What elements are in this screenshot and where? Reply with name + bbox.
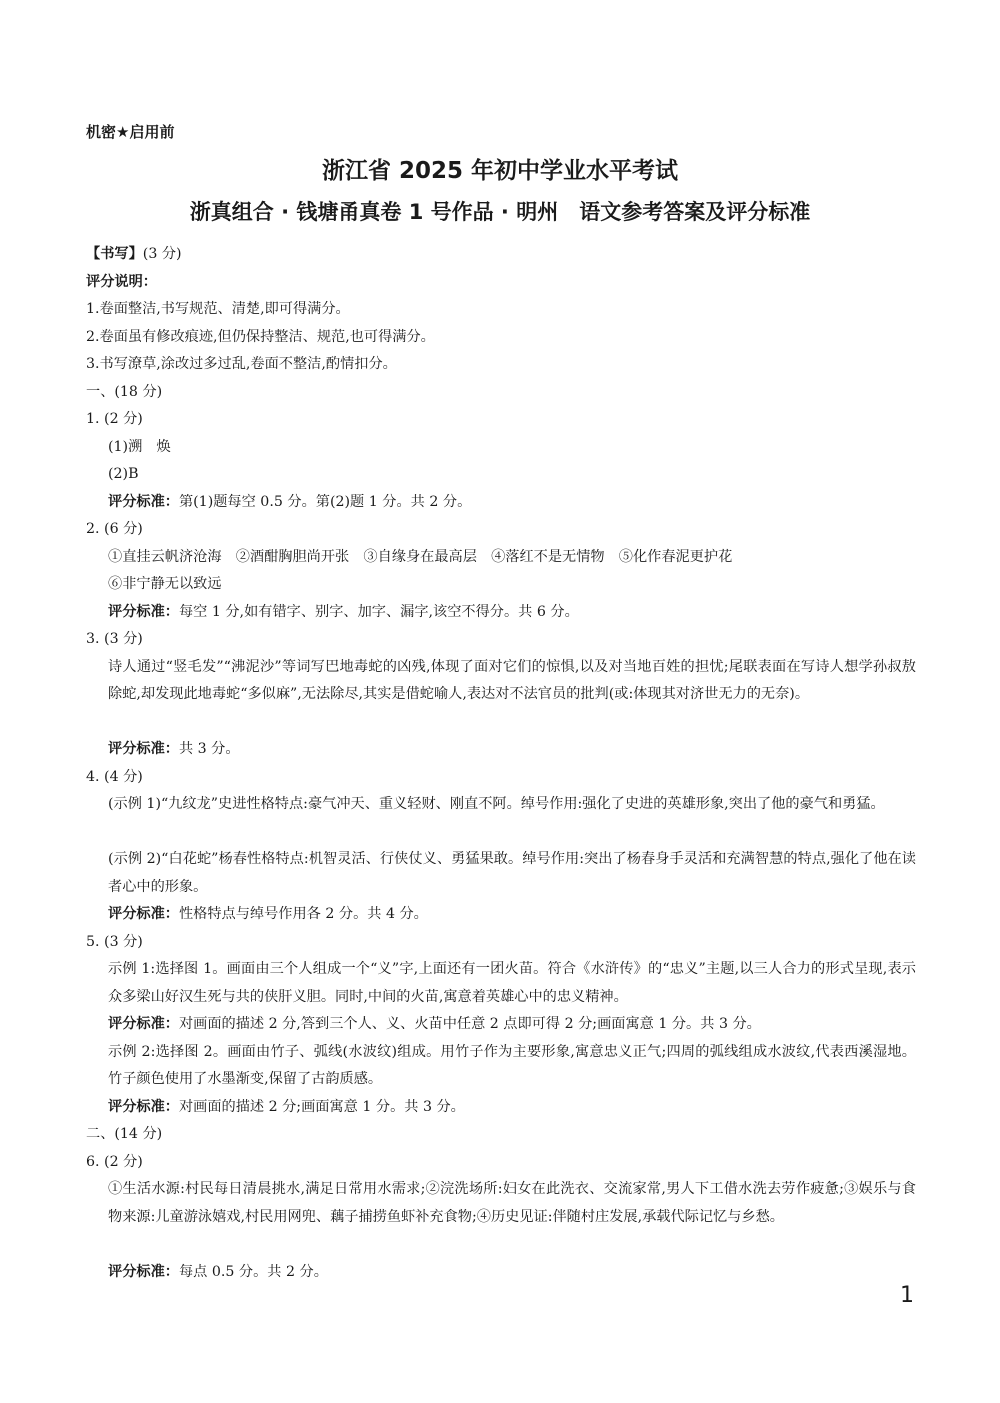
question-2-answers-line-2: ⑥非宁静无以致远 xyxy=(108,576,222,592)
standard-text: 共 3 分。 xyxy=(178,741,240,757)
question-5-example-2: 示例 2:选择图 2。画面由竹子、弧线(水波纹)组成。用竹子作为主要形象,寓意忠义正气;四周的弧线组成水波纹,代表西溪湿地。竹子颜色使用了水墨渐变,保留了古韵质感。 xyxy=(108,1043,916,1087)
writing-rule: 3.书写潦草,涂改过多过乱,卷面不整洁,酌情扣分。 xyxy=(86,356,397,372)
writing-notes-label: 评分说明： xyxy=(86,273,157,290)
question-1-standard xyxy=(86,489,916,517)
question-5-standard-2 xyxy=(86,1094,916,1122)
section-two-heading: 二、(14 分) xyxy=(86,1126,163,1142)
writing-rule: 1.卷面整洁,书写规范、清楚,即可得满分。 xyxy=(86,301,350,317)
question-2-answers-line-1: ①直挂云帆济沧海 ②酒酣胸胆尚开张 ③自缘身在最高层 ④落红不是无情物 ⑤化作春泥更护花 xyxy=(108,548,733,565)
exam-title: 浙江省 2025 年初中学业水平考试 xyxy=(321,158,679,184)
question-4-number: 4. (4 分) xyxy=(86,768,143,785)
standard-label: 评分标准： xyxy=(108,1098,179,1115)
question-5-example-1: 示例 1:选择图 1。画面由三个人组成一个“义”字,上面还有一团火苗。符合《水浒传》的“忠义”主题,以三人合力的形式呈现,表示众多梁山好汉生死与共的侠肝义胆。同时,中间的火苗,寓意着英雄心中的忠义精神。 xyxy=(108,961,916,1005)
question-1-answer-2: (2)B xyxy=(108,466,139,482)
question-5-standard-1 xyxy=(86,1011,916,1039)
page-number: 1 xyxy=(900,1283,914,1308)
standard-label: 评分标准： xyxy=(108,603,179,620)
writing-bracket-left: 【 xyxy=(86,246,101,262)
standard-text: 对画面的描述 2 分;画面寓意 1 分。共 3 分。 xyxy=(178,1098,465,1115)
question-4-standard xyxy=(86,901,916,929)
standard-text: 性格特点与绰号作用各 2 分。共 4 分。 xyxy=(178,906,428,922)
question-3-answer: 诗人通过“竖毛发”“沸泥沙”等词写巴地毒蛇的凶残,体现了面对它们的惊惧,以及对当地百姓的担忧;尾联表面在写诗人想学孙叔敖除蛇,却发现此地毒蛇“多似麻”,无法除尽,其实是借蛇喻人,表达对不法官员的批判(或:体现其对济世无力的无奈)。 xyxy=(108,658,916,702)
writing-heading-word: 书写 xyxy=(100,246,129,262)
standard-text: 每点 0.5 分。共 2 分。 xyxy=(178,1263,328,1280)
standard-text: 对画面的描述 2 分,答到三个人、义、火苗中任意 2 点即可得 2 分;画面寓意 1 分。共 3 分。 xyxy=(178,1016,761,1032)
question-6-standard xyxy=(86,1259,916,1287)
writing-heading xyxy=(86,241,916,269)
writing-rule: 2.卷面虽有修改痕迹,但仍保持整洁、规范,也可得满分。 xyxy=(86,328,435,345)
writing-bracket-right: 】 xyxy=(128,246,143,262)
standard-label: 评分标准： xyxy=(108,741,179,757)
question-3-standard xyxy=(86,736,916,764)
question-6-answer: ①生活水源:村民每日清晨挑水,满足日常用水需求;②浣洗场所:妇女在此洗衣、交流家常,男人下工借水洗去劳作疲惫;③娱乐与食物来源:儿童游泳嬉戏,村民用网兜、藕子捕捞鱼虾补充食物;④历史见证:伴随村庄发展,承载代际记忆与乡愁。 xyxy=(108,1181,916,1225)
standard-label: 评分标准： xyxy=(108,906,179,922)
standard-text: 第(1)题每空 0.5 分。第(2)题 1 分。共 2 分。 xyxy=(178,493,472,510)
question-2-number: 2. (6 分) xyxy=(86,521,143,537)
question-1-answer-1: (1)溯 焕 xyxy=(108,438,171,455)
standard-label: 评分标准： xyxy=(108,1016,179,1032)
standard-label: 评分标准： xyxy=(108,493,179,510)
question-2-standard xyxy=(86,599,916,627)
question-3-number: 3. (3 分) xyxy=(86,631,143,647)
question-6-number: 6. (2 分) xyxy=(86,1153,143,1170)
confidential-label: 机密★启用前 xyxy=(86,123,175,141)
question-4-example-2: (示例 2)“白花蛇”杨春性格特点:机智灵活、行侠仗义、勇猛果敢。绰号作用:突出了杨春身手灵活和充满智慧的特点,强化了他在读者心中的形象。 xyxy=(108,851,916,895)
question-4-example-1: (示例 1)“九纹龙”史进性格特点:豪气冲天、重义轻财、刚直不阿。绰号作用:强化了史进的英雄形象,突出了他的豪气和勇猛。 xyxy=(108,796,885,812)
writing-points: (3 分) xyxy=(142,246,182,262)
question-1-number: 1. (2 分) xyxy=(86,411,143,427)
standard-text: 每空 1 分,如有错字、别字、加字、漏字,该空不得分。共 6 分。 xyxy=(178,603,579,620)
section-one-heading: 一、(18 分) xyxy=(86,383,163,400)
exam-subtitle: 浙真组合 · 钱塘甬真卷 1 号作品 · 明州 语文参考答案及评分标准 xyxy=(189,200,811,224)
question-5-number: 5. (3 分) xyxy=(86,933,143,950)
standard-label: 评分标准： xyxy=(108,1263,179,1280)
answer-content xyxy=(86,241,916,1286)
